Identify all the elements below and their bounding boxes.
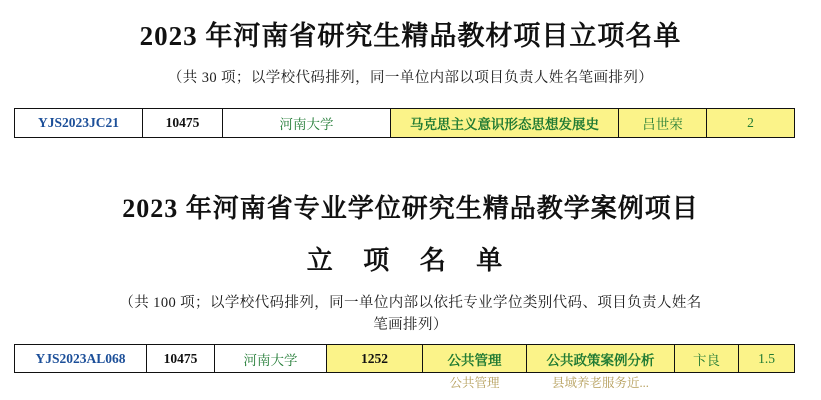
cell-value: 2 (707, 109, 795, 138)
section1-title: 2023 年河南省研究生精品教材项目立项名单 (139, 21, 682, 51)
section1-subtitle: （共 30 项；以学校代码排列，同一单位内部以项目负责人姓名笔画排列） (167, 70, 654, 86)
cell-leader: 卞良 (675, 345, 739, 373)
cell-category-code: 1252 (327, 345, 423, 373)
cell-school-name: 河南大学 (223, 109, 391, 138)
cell-case-name-partial: 县域养老服务近... (552, 376, 649, 390)
section2-subtitle-line1: （共 100 项；以学校代码排列，同一单位内部以依托专业学位类别代码、项目负责人姓名 (119, 295, 702, 311)
section1-table (14, 108, 795, 138)
cell-school-code: 10475 (143, 109, 223, 138)
section2-title-line2: 立 项 名 单 (306, 246, 515, 275)
section2-subtitle (0, 292, 821, 336)
cell-category-name: 公共管理 (423, 345, 527, 373)
table-row (15, 109, 795, 138)
section2-subtitle-line2: 笔画排列） (373, 317, 448, 333)
cell-project-code: YJS2023AL068 (15, 345, 147, 373)
section2-title-line1: 2023 年河南省专业学位研究生精品教学案例项目 (122, 194, 699, 223)
section2-table (14, 344, 795, 391)
cell-value: 1.5 (739, 345, 795, 373)
cell-school-name: 河南大学 (215, 345, 327, 373)
cell-school-code: 10475 (147, 345, 215, 373)
table-row-partial (15, 373, 795, 392)
cell-project-code: YJS2023JC21 (15, 109, 143, 138)
cell-case-name: 公共政策案例分析 (527, 345, 675, 373)
cell-project-name: 马克思主义意识形态思想发展史 (391, 109, 619, 138)
cell-category-name-partial: 公共管理 (449, 376, 500, 390)
table-row (15, 345, 795, 373)
cell-leader: 吕世荣 (619, 109, 707, 138)
